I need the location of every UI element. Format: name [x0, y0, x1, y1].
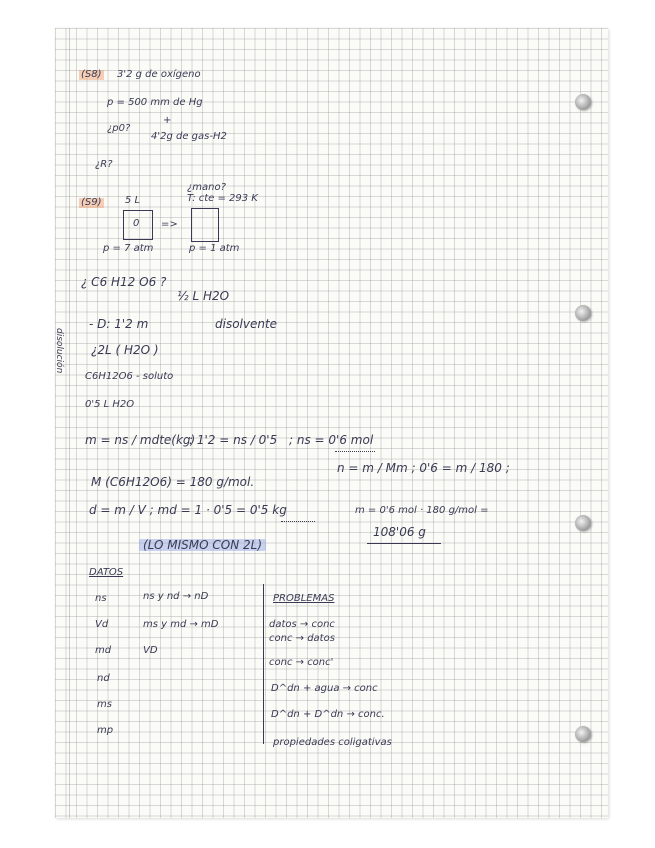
problemas-item-6: propiedades coligativas	[273, 737, 392, 748]
problemas-item-2: conc → datos	[269, 633, 335, 644]
container-after	[191, 208, 219, 242]
s8-line3-plus: +	[163, 115, 172, 126]
molality-formula-right: ; ns = 0'6 mol	[289, 433, 374, 447]
problemas-item-5: D^dn + D^dn → conc.	[271, 709, 385, 720]
punch-hole	[575, 515, 591, 531]
datos-mid-vd: VD	[143, 645, 158, 656]
molar-mass-line: M (C6H12O6) = 180 g/mol.	[91, 475, 255, 489]
s8-line3-question: ¿p0?	[107, 123, 131, 134]
soluto-line: C6H12O6 - soluto	[85, 371, 174, 382]
mass-calculation: m = 0'6 mol · 180 g/mol =	[355, 505, 489, 516]
datos-mid-m: ms y md → mD	[143, 619, 219, 630]
problemas-title: PROBLEMAS	[273, 593, 335, 604]
problemas-item-4: D^dn + agua → conc	[271, 683, 378, 694]
datos-title: DATOS	[89, 567, 124, 578]
molality-formula-mid: : 1'2 = ns / 0'5	[189, 433, 278, 447]
s9-arrow: =>	[161, 219, 178, 230]
problemas-item-3: conc → conc'	[269, 657, 334, 668]
datos-left-vd: Vd	[95, 619, 109, 630]
margin-line	[69, 28, 70, 818]
disolucion-side-label: disolución	[54, 328, 64, 374]
container-before-label: 0	[133, 218, 140, 229]
punch-hole	[575, 726, 591, 742]
underline-md	[281, 518, 315, 522]
problem-number-s8: (S8)	[81, 69, 102, 80]
solution-question: ¿ C6 H12 O6 ?	[81, 275, 167, 289]
datos-mid-n: ns y nd → nD	[143, 591, 209, 602]
solution-half-liter: ½ L H2O	[177, 289, 230, 303]
problemas-item-1: datos → conc	[269, 619, 335, 630]
two-liters-water: ¿2L ( H2O )	[91, 343, 159, 357]
disolvente-label: disolvente	[215, 317, 278, 331]
punch-hole	[575, 94, 591, 110]
notebook-page	[55, 28, 608, 818]
s8-line1: 3'2 g de oxígeno	[117, 69, 201, 80]
mass-result: 108'06 g	[373, 525, 426, 539]
moles-formula: n = m / Mm ; 0'6 = m / 180 ;	[337, 461, 510, 475]
water-amount: 0'5 L H2O	[85, 399, 135, 410]
s9-pressure-after: p = 1 atm	[189, 243, 240, 254]
density-line: - D: 1'2 m	[89, 317, 149, 331]
same-with-2l-note: (LO MISMO CON 2L)	[139, 539, 266, 551]
mass-result-underline	[367, 543, 441, 544]
s8-line4: ¿R?	[95, 159, 113, 170]
s9-volume: 5 L	[125, 195, 141, 206]
molality-formula-left: m = ns / mdte(kg)	[85, 433, 196, 447]
s9-temperature: T: cte = 293 K	[187, 193, 258, 204]
s9-mano-question: ¿mano?	[187, 182, 226, 193]
punch-hole	[575, 305, 591, 321]
datos-left-ms: ms	[97, 699, 112, 710]
datos-left-ns: ns	[95, 593, 107, 604]
underline-ns	[335, 448, 375, 452]
problemas-divider	[263, 584, 264, 744]
s8-line3-gas: 4'2g de gas-H2	[151, 131, 227, 142]
datos-left-md: md	[95, 645, 112, 656]
datos-left-mp: mp	[97, 725, 114, 736]
s9-pressure-before: p = 7 atm	[103, 243, 154, 254]
problem-number-s9: (S9)	[81, 197, 102, 208]
datos-left-nd: nd	[97, 673, 110, 684]
s8-line2: p = 500 mm de Hg	[107, 97, 203, 108]
density-formula: d = m / V ; md = 1 · 0'5 = 0'5 kg	[89, 503, 287, 517]
